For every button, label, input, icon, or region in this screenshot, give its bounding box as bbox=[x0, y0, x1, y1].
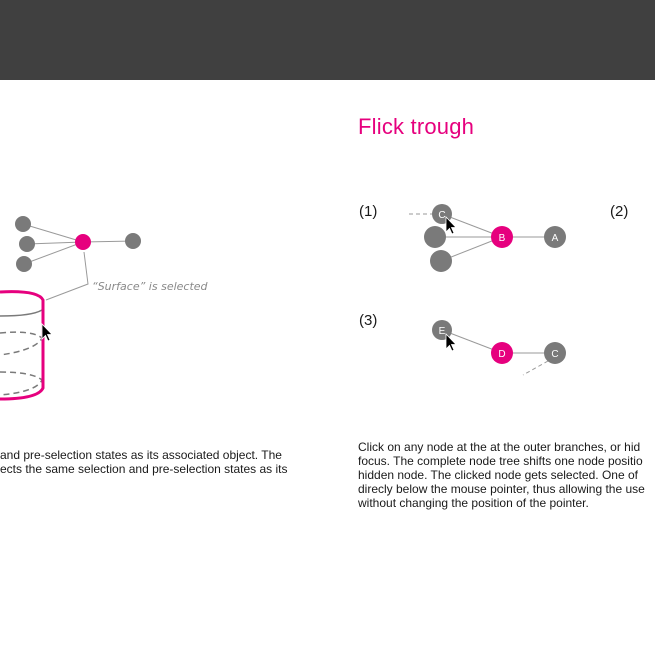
right-description-line: Click on any node at the at the outer branches, or hid bbox=[358, 440, 641, 454]
right-description-line: direcly below the mouse pointer, thus allowing the use bbox=[358, 482, 645, 496]
diagram-3 bbox=[432, 320, 566, 375]
left-node-2 bbox=[19, 236, 35, 252]
left-node-1 bbox=[15, 216, 31, 232]
left-description-line: and pre-selection states as its associated object. The bbox=[0, 448, 282, 462]
node-b-label: B bbox=[498, 233, 506, 244]
left-description-line: ects the same selection and pre-selection states as its bbox=[0, 462, 288, 476]
left-description bbox=[0, 448, 287, 476]
cursor-icon bbox=[446, 334, 456, 351]
node-a-label: A bbox=[551, 233, 559, 244]
node-c-label: C bbox=[438, 210, 446, 221]
right-description-line: hidden node. The clicked node gets selected. One of bbox=[358, 468, 638, 482]
annotation-surface-selected: “Surface” is selected bbox=[92, 280, 208, 293]
node-e-label: E bbox=[438, 326, 446, 337]
right-description bbox=[358, 440, 645, 510]
node-d-label: D bbox=[498, 349, 506, 360]
section-title: Flick trough bbox=[358, 114, 475, 139]
right-description-line: without changing the position of the pointer. bbox=[358, 496, 589, 510]
left-node-selected bbox=[75, 234, 91, 250]
left-node-3 bbox=[16, 256, 32, 272]
annotation-leader bbox=[46, 252, 88, 300]
surface-cylinder bbox=[0, 292, 43, 399]
node-unlabeled-2 bbox=[430, 250, 452, 272]
left-node-5 bbox=[125, 233, 141, 249]
right-description-line: focus. The complete node tree shifts one node positio bbox=[358, 454, 643, 468]
step-label-1: (1) bbox=[359, 203, 378, 220]
cursor-icon bbox=[446, 217, 456, 234]
left-node-tree bbox=[15, 216, 141, 272]
node-unlabeled-1 bbox=[424, 226, 446, 248]
node-c-label: C bbox=[551, 349, 559, 360]
step-label-3: (3) bbox=[359, 312, 378, 329]
step-label-2: (2) bbox=[610, 203, 629, 220]
diagram-1 bbox=[409, 204, 566, 272]
